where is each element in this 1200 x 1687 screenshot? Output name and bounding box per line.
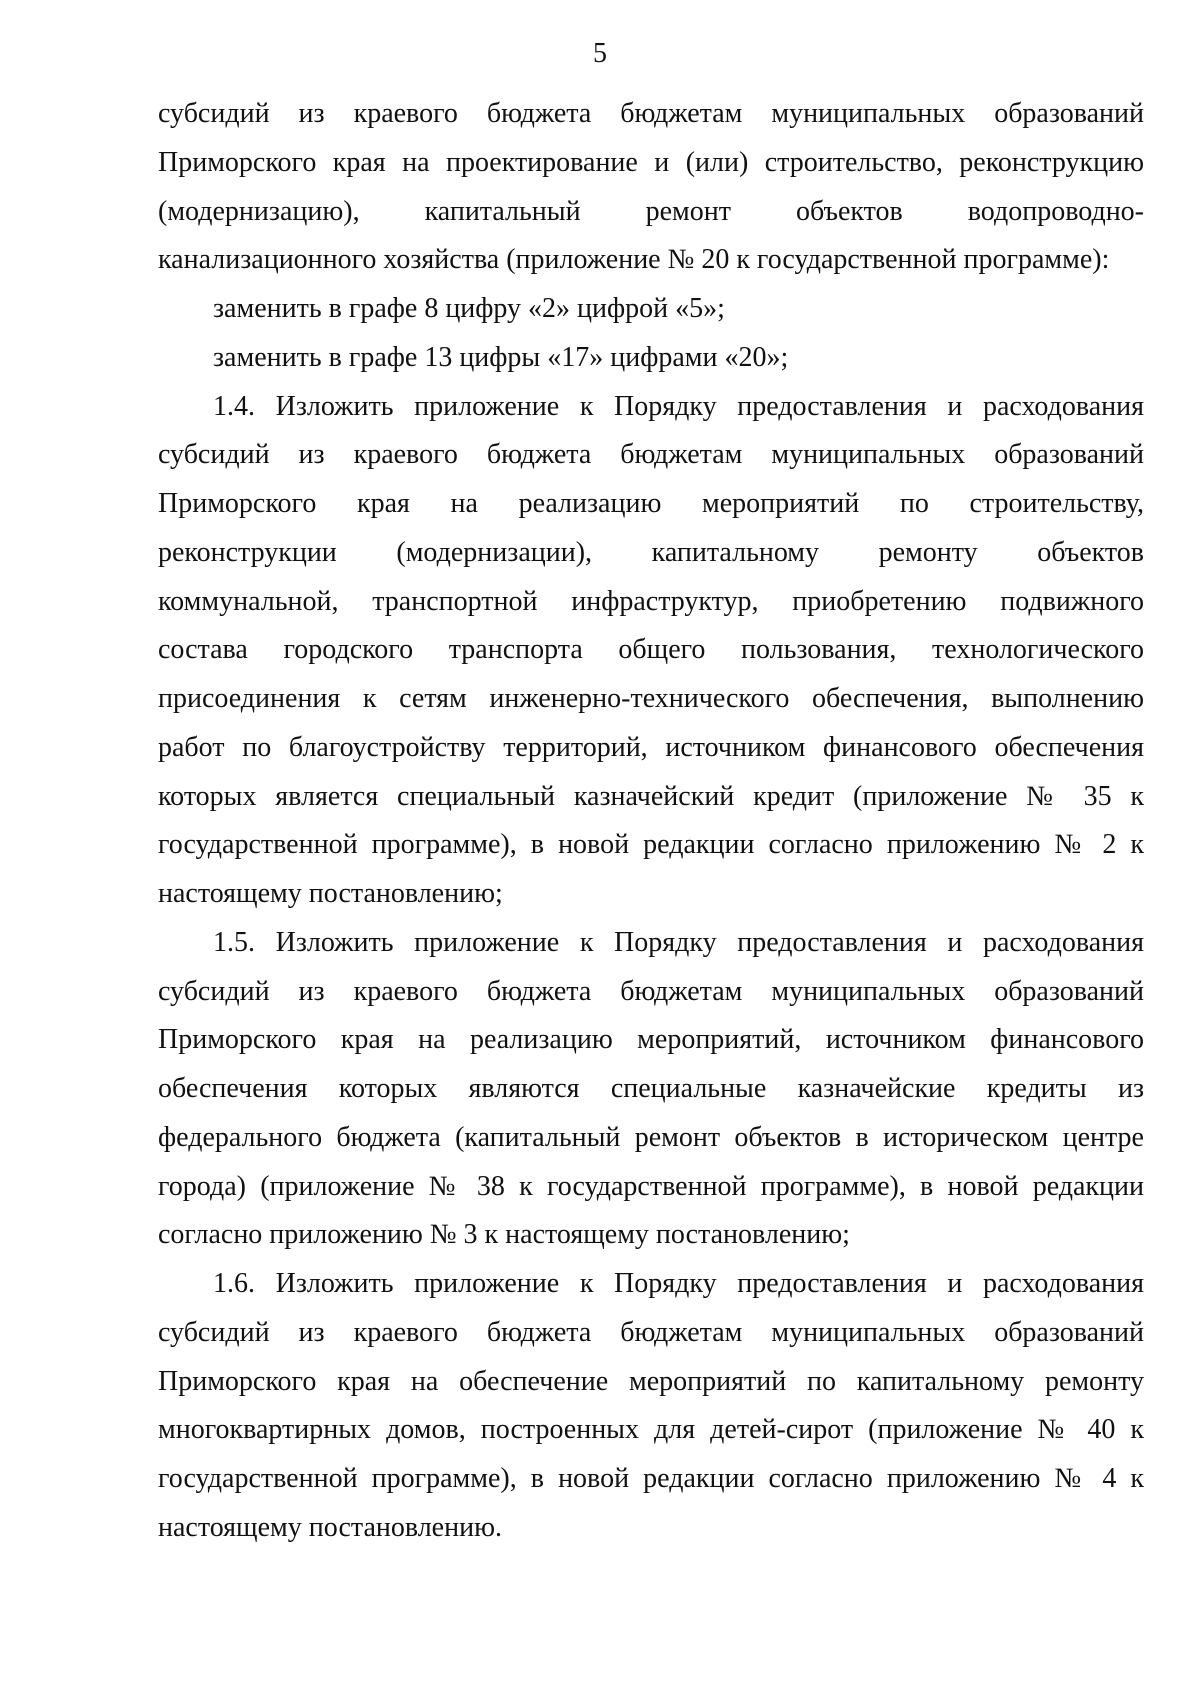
text-line: которых является специальный казначейский кредит (приложение № 35 к bbox=[158, 780, 1144, 812]
text-line: 1.5. Изложить приложение к Порядку предоставления и расходования bbox=[213, 926, 1144, 958]
text-line: субсидий из краевого бюджета бюджетам муниципальных образований bbox=[158, 975, 1144, 1007]
text-line: 1.6. Изложить приложение к Порядку предоставления и расходования bbox=[213, 1268, 1144, 1299]
text-line: субсидий из краевого бюджета бюджетам муниципальных образований bbox=[158, 1316, 1144, 1348]
text-line: согласно приложению № 3 к настоящему постановлению; bbox=[158, 1219, 850, 1251]
text-line: обеспечения которых являются специальные казначейские кредиты из bbox=[158, 1073, 1144, 1104]
paragraph bbox=[158, 334, 1144, 383]
text-line: заменить в графе 13 цифры «17» цифрами «20»; bbox=[213, 341, 789, 373]
text-line: присоединения к сетям инженерно-технического обеспечения, выполнению bbox=[158, 683, 1144, 714]
text-line: субсидий из краевого бюджета бюджетам муниципальных образований bbox=[158, 98, 1144, 129]
paragraph bbox=[158, 383, 1144, 919]
text-line: канализационного хозяйства (приложение № 20 к государственной программе): bbox=[158, 244, 1110, 276]
text-line: состава городского транспорта общего пользования, технологического bbox=[158, 634, 1144, 666]
text-line: настоящему постановлению; bbox=[158, 878, 503, 909]
text-line: Приморского края на проектирование и (или) строительство, реконструкцию bbox=[158, 146, 1144, 178]
text-line: работ по благоустройству территорий, источником финансового обеспечения bbox=[158, 731, 1144, 763]
text-line: Приморского края на обеспечение мероприятий по капитальному ремонту bbox=[158, 1365, 1144, 1397]
text-line: 1.4. Изложить приложение к Порядку предоставления и расходования bbox=[213, 390, 1144, 422]
paragraph bbox=[158, 90, 1144, 285]
page-number: 5 bbox=[593, 38, 607, 69]
text-line: государственной программе), в новой редакции согласно приложению № 2 к bbox=[158, 829, 1144, 861]
paragraph bbox=[158, 1260, 1144, 1553]
text-line: федерального бюджета (капитальный ремонт объектов в историческом центре bbox=[158, 1121, 1144, 1153]
text-line: многоквартирных домов, построенных для детей-сирот (приложение № 40 к bbox=[158, 1414, 1144, 1446]
paragraph bbox=[158, 919, 1144, 1260]
text-line: реконструкции (модернизации), капитальному ремонту объектов bbox=[158, 536, 1144, 568]
paragraph bbox=[158, 285, 1144, 334]
document-body bbox=[158, 90, 1144, 1553]
text-line: Приморского края на реализацию мероприятий по строительству, bbox=[158, 488, 1144, 519]
text-line: Приморского края на реализацию мероприятий, источником финансового bbox=[158, 1024, 1144, 1056]
text-line: коммунальной, транспортной инфраструктур, приобретению подвижного bbox=[158, 585, 1144, 617]
text-line: государственной программе), в новой редакции согласно приложению № 4 к bbox=[158, 1463, 1144, 1494]
text-line: заменить в графе 8 цифру «2» цифрой «5»; bbox=[213, 293, 725, 324]
text-line: субсидий из краевого бюджета бюджетам муниципальных образований bbox=[158, 439, 1144, 471]
text-line: настоящему постановлению. bbox=[158, 1511, 502, 1543]
text-line: (модернизацию), капитальный ремонт объектов водопроводно- bbox=[158, 195, 1144, 227]
text-line: города) (приложение № 38 к государственной программе), в новой редакции bbox=[158, 1170, 1144, 1202]
